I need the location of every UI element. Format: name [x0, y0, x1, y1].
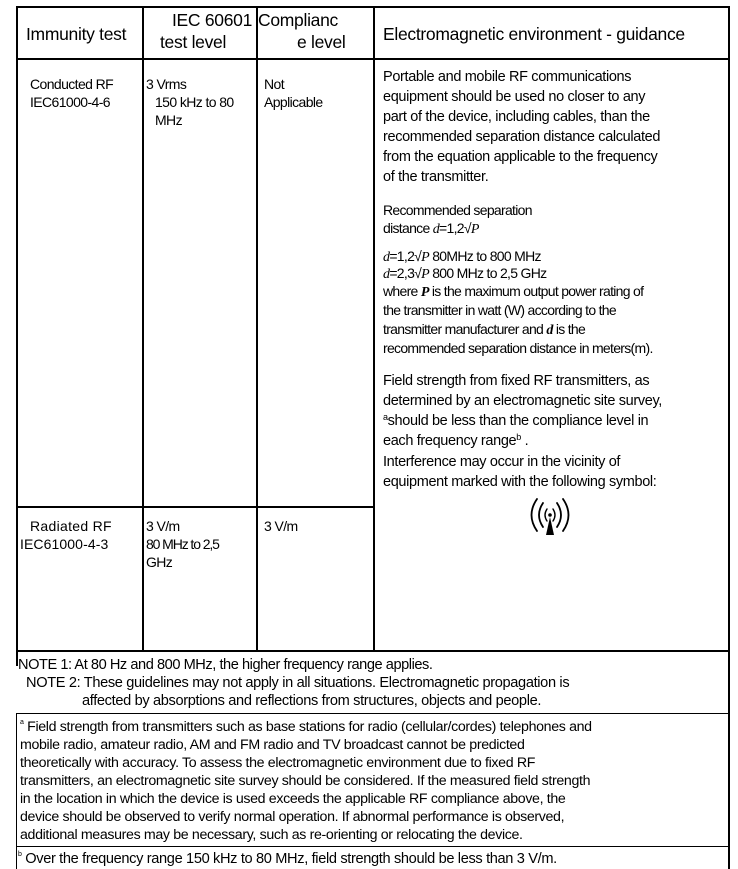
coefficient-1-2: =1,2 [439, 220, 464, 236]
freq-range-2: 800 MHz to 2,5 GHz [429, 265, 547, 281]
radiated-test-standard: IEC61000-4-3 [20, 536, 109, 552]
where-definition-text: is the [552, 321, 586, 337]
footnote-a-marker: a [20, 719, 24, 726]
formula-80mhz-800mhz [383, 249, 541, 265]
conducted-level-range: 150 kHz to 80 [155, 94, 234, 110]
field-strength-text: should be less than the compliance level in [387, 413, 649, 429]
coefficient-2-3: =2,3 [389, 265, 415, 281]
p-symbol: P [421, 267, 429, 282]
where-definition-line3 [383, 322, 585, 338]
header-compliance-line1: Complianc [258, 10, 338, 30]
footnote-b-line [18, 852, 557, 867]
sqrt-symbol: √ [463, 220, 471, 236]
where-word: where [383, 283, 421, 299]
note-1: NOTE 1: At 80 Hz and 800 MHz, the higher frequency range applies. [18, 657, 433, 673]
footnote-a-line: transmitters, an electromagnetic site survey should be considered. If the measured field strength [20, 773, 591, 789]
field-strength-line3 [383, 414, 648, 429]
note-2-line1: NOTE 2: These guidelines may not apply in all situations. Electromagnetic propagation is [26, 675, 570, 691]
guidance-p1-line: of the transmitter. [383, 169, 489, 185]
where-definition-line4: recommended separation distance in meters(m). [383, 340, 653, 356]
conducted-test-standard: IEC61000-4-6 [30, 94, 110, 110]
formula-800mhz-2-5ghz [383, 266, 546, 282]
header-iec-level-line1: IEC 60601 [172, 10, 252, 30]
distance-label: distance [383, 220, 433, 236]
guidance-p1-line: Portable and mobile RF communications [383, 69, 632, 85]
footnote-b-text: Over the frequency range 150 kHz to 80 MHz, field strength should be less than 3 V/m. [21, 851, 557, 867]
p-symbol: P [421, 250, 429, 265]
where-definition-line1 [383, 284, 643, 300]
table-border-left [16, 6, 18, 666]
table-border-right [728, 6, 730, 869]
footnote-a-line: theoretically with accuracy. To assess the electromagnetic environment due to fixed RF [20, 755, 536, 771]
d-symbol: d [383, 250, 390, 265]
header-iec-level-line2: test level [160, 32, 227, 52]
conducted-compliance-line2: Applicable [264, 94, 323, 110]
row-divider-conducted-radiated [16, 506, 374, 508]
d-symbol: d [383, 267, 390, 282]
radiated-compliance-value: 3 V/m [264, 518, 298, 534]
notes-bottom-rule [16, 713, 730, 714]
field-strength-text: . [520, 433, 529, 449]
freq-range-1: 80MHz to 800 MHz [429, 248, 541, 264]
header-compliance-line2: e level [297, 32, 346, 52]
col-divider-3 [373, 6, 375, 651]
non-ionizing-radiation-icon [524, 495, 576, 541]
footnote-a-line: device should be observed to verify normal operation. If abnormal performance is observed, [20, 809, 565, 825]
footnote-ref-a: a [383, 412, 388, 422]
footnote-a-line: additional measures may be necessary, such as re-orienting or relocating the device. [20, 827, 523, 843]
conducted-level-range-unit: MHz [155, 112, 182, 128]
interference-line1: Interference may occur in the vicinity of [383, 454, 621, 470]
footnote-a-bottom-rule [16, 846, 730, 847]
field-strength-text: each frequency range [383, 433, 517, 449]
footnote-a-line: mobile radio, amateur radio, AM and FM radio and TV broadcast cannot be predicted [20, 737, 525, 753]
recommended-distance-formula [383, 221, 479, 237]
col-divider-2 [256, 6, 258, 651]
guidance-p1-line: part of the device, including cables, than the [383, 109, 650, 125]
header-immunity-test: Immunity test [26, 24, 127, 44]
recommended-separation-label: Recommended separation [383, 202, 532, 218]
p-symbol: P [470, 222, 479, 237]
guidance-p1-line: recommended separation distance calculated [383, 129, 661, 145]
interference-line2: equipment marked with the following symbol: [383, 474, 657, 490]
table-bottom-rule [16, 650, 730, 652]
radiated-level-range: 80 MHz to 2,5 [146, 536, 219, 552]
coefficient-1-2: =1,2 [389, 248, 415, 264]
radiated-level-range-unit: GHz [146, 554, 173, 570]
p-symbol: P [420, 285, 429, 300]
field-strength-line2: determined by an electromagnetic site survey, [383, 393, 662, 409]
d-symbol: d [546, 323, 553, 338]
where-definition-text: is the maximum output power rating of [428, 283, 644, 299]
header-guidance: Electromagnetic environment - guidance [383, 24, 685, 44]
radiated-test-name: Radiated RF [30, 518, 112, 534]
sqrt-symbol: √ [414, 265, 422, 281]
guidance-p1-line: from the equation applicable to the frequency [383, 149, 658, 165]
footnote-a-line: in the location in which the device is used exceeds the applicable RF compliance above, the [20, 791, 566, 807]
conducted-level-value: 3 Vrms [146, 76, 187, 92]
sqrt-symbol: √ [414, 248, 422, 264]
conducted-compliance-line1: Not [264, 76, 284, 92]
col-divider-1 [142, 6, 144, 651]
d-symbol: d [432, 222, 440, 237]
radiated-level-value: 3 V/m [146, 518, 180, 534]
where-definition-line2: the transmitter in watt (W) according to the [383, 302, 616, 318]
conducted-test-name: Conducted RF [30, 76, 114, 92]
field-strength-line4 [383, 434, 528, 449]
footnote-a-line: $^a$ Field strength from transmitters such as base stations for radio (cellular/cordes) telephones and [20, 719, 592, 735]
where-definition-text: transmitter manufacturer and [383, 321, 547, 337]
footnote-ref-b: b [516, 432, 521, 442]
guidance-p1-line: equipment should be used no closer to any [383, 89, 646, 105]
field-strength-line1: Field strength from fixed RF transmitters, as [383, 373, 650, 389]
footnote-b-marker: b [18, 851, 22, 858]
note-2-line2: affected by absorptions and reflections from structures, objects and people. [82, 693, 542, 709]
